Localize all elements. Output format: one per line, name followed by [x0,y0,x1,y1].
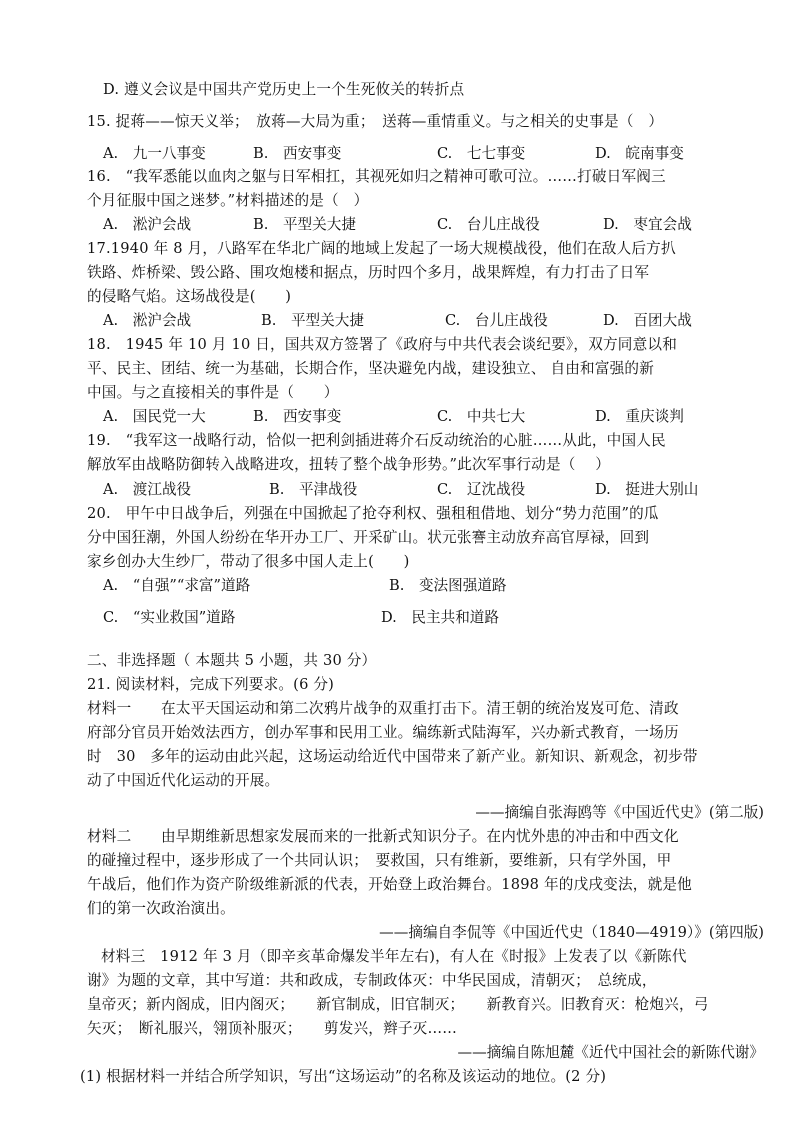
q14-option-d: D. 遵义会议是中国共产党历史上一个生死攸关的转折点 [103,81,465,98]
q17-option-d: D. 百团大战 [603,312,692,329]
q15-option-d: D. 皖南事变 [595,145,684,162]
q19-stem-line2: 解放军由战略防御转入战略进攻，扭转了整个战争形势。”此次军事行动是（ ） [87,456,610,473]
q20-stem-line1: 20. 甲午中日战争后，列强在中国掀起了抢夺利权、强租租借地、划分“势力范围”的瓜 [87,505,659,522]
q20-stem-line3: 家乡创办大生纱厂，带动了很多中国人走上( ) [87,553,410,570]
q18-stem-line2: 平、民主、团结、统一为基础，长期合作，坚决避免内战，建设独立、 自由和富强的新 [87,360,655,377]
q16-option-c: C. 台儿庄战役 [437,216,540,233]
q20-option-c: C. “实业救国”道路 [103,609,236,626]
material-2-line1: 材料二 由早期维新思想家发展而来的一批新式知识分子。在内忧外患的冲击和中西文化 [87,828,679,845]
q20-stem-line2: 分中国狂潮，外国人纷纷在华开办工厂、开采矿山。状元张謇主动放弃高官厚禄，回到 [87,529,650,546]
material-2-line2: 的碰撞过程中，逐步形成了一个共同认识； 要救国，只有维新，要维新，只有学外国，甲 [87,852,672,869]
q19-stem-line1: 19. “我军这一战略行动，恰似一把利剑插进蒋介石反动统治的心脏……从此，中国人民 [87,432,666,449]
q17-option-b: B. 平型关大捷 [261,312,364,329]
material-3-line2: 谢》为题的文章，其中写道：共和政成，专制政体灭：中华民国成，清朝灭； 总统成， [87,972,657,989]
q15-option-b: B. 西安事变 [253,145,342,162]
q18-stem-line1: 18. 1945 年 10 月 10 日，国共双方签署了《政府与中共代表会谈纪要》，双方同意以和 [87,336,677,353]
q17-option-a: A. 淞沪会战 [103,312,192,329]
q16-stem-line1: 16. “我军悉能以血肉之躯与日军相扛，其视死如归之精神可歌可泣。……打破日军阀三 [87,168,666,185]
q18-option-c: C. 中共七大 [437,408,526,425]
material-2-line4: 们的第一次政治演出。 [87,900,235,917]
material-1-line4: 动了中国近代化运动的开展。 [87,772,280,789]
q19-option-a: A. 渡江战役 [103,481,192,498]
q15-stem: 15. 捉蒋——惊天义举； 放蒋—大局为重； 送蒋—重情重义。与之相关的史事是（ ） [87,113,664,130]
section-2-heading: 二、非选择题（ 本题共 5 小题，共 30 分） [87,652,377,669]
q17-stem-line2: 铁路、炸桥梁、毁公路、围攻炮楼和据点，历时四个多月，战果辉煌，有力打击了日军 [87,264,650,281]
q18-stem-line3: 中国。与之直接相关的事件是（ ） [87,384,339,401]
q19-option-c: C. 辽沈战役 [437,481,526,498]
material-3-line4: 矢灭； 断礼服兴，翎顶补服灭； 剪发兴，辫子灭…… [87,1020,458,1037]
q17-stem-line1: 17.1940 年 8 月，八路军在华北广阔的地域上发起了一场大规模战役，他们在敌人后方扒 [87,240,676,257]
q21-subquestion-1: (1) 根据材料一并结合所学知识，写出“这场运动”的名称及该运动的地位。(2 分) [80,1068,607,1085]
q17-option-c: C. 台儿庄战役 [445,312,548,329]
q20-option-b: B. 变法图强道路 [389,577,507,594]
q20-option-a: A. “自强”“求富”道路 [103,577,251,594]
q21-stem: 21. 阅读材料，完成下列要求。(6 分) [87,676,335,693]
material-1-line3: 时 30 多年的运动由此兴起，这场运动给近代中国带来了新产业。新知识、新观念，初步带 [87,748,698,765]
q19-option-b: B. 平津战役 [269,481,358,498]
q20-option-d: D. 民主共和道路 [381,609,499,626]
material-3-line1: 材料三 1912 年 3 月（即辛亥革命爆发半年左右)，有人在《时报》上发表了以《新陈代 [101,948,687,965]
q19-option-d: D. 挺进大别山 [595,481,699,498]
q15-option-a: A. 九一八事变 [103,145,206,162]
material-3-line3: 皇帝灭；新内阁成，旧内阁灭； 新官制成，旧官制灭； 新教育兴。旧教育灭：枪炮兴，弓 [87,996,709,1013]
q15-option-c: C. 七七事变 [437,145,526,162]
q17-stem-line3: 的侵略气焰。这场战役是( ) [87,288,292,305]
q18-option-b: B. 西安事变 [253,408,342,425]
material-2-source: ——摘编自李侃等《中国近代史（1840—4919）》(第四版) [379,924,764,941]
material-1-line2: 府部分官员开始效法西方，创办军事和民用工业。编练新式陆海军，兴办新式教育，一场历 [87,724,679,741]
q16-option-d: D. 枣宜会战 [603,216,692,233]
material-1-source: ——摘编自张海鸥等《中国近代史》(第二版) [475,804,764,821]
q16-stem-line2: 个月征服中国之迷梦。”材料描述的是（ ） [87,192,369,209]
q18-option-a: A. 国民党一大 [103,408,206,425]
material-1-line1: 材料一 在太平天国运动和第二次鸦片战争的双重打击下。清王朝的统治岌岌可危、清政 [87,700,679,717]
q16-option-b: B. 平型关大捷 [253,216,356,233]
material-3-source: ——摘编自陈旭麓《近代中国社会的新陈代谢》 [457,1044,764,1061]
q18-option-d: D. 重庆谈判 [595,408,684,425]
q16-option-a: A. 淞沪会战 [103,216,192,233]
material-2-line3: 午战后，他们作为资产阶级维新派的代表，开始登上政治舞台。1898 年的戊戌变法，就是他 [87,876,692,893]
